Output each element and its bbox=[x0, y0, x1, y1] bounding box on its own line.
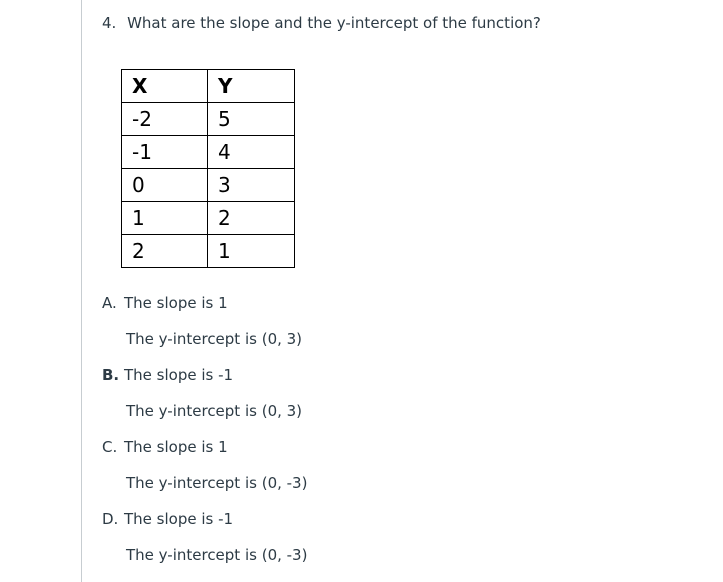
choice-c[interactable] bbox=[102, 437, 228, 457]
cell-y: 1 bbox=[208, 235, 295, 268]
header-x: X bbox=[122, 70, 208, 103]
table-row bbox=[122, 202, 295, 235]
table-row bbox=[122, 169, 295, 202]
table-row bbox=[122, 136, 295, 169]
choice-c-letter: C. bbox=[102, 438, 118, 456]
choice-b-slope: The slope is -1 bbox=[124, 366, 234, 384]
cell-x: -1 bbox=[122, 136, 208, 169]
choice-a-intercept: The y-intercept is (0, 3) bbox=[126, 330, 303, 348]
cell-x: -2 bbox=[122, 103, 208, 136]
left-border-line bbox=[81, 0, 82, 582]
table-row bbox=[122, 235, 295, 268]
cell-x: 0 bbox=[122, 169, 208, 202]
choice-d[interactable] bbox=[102, 509, 233, 529]
cell-x: 1 bbox=[122, 202, 208, 235]
table-header-row bbox=[122, 70, 295, 103]
question-prompt bbox=[102, 13, 541, 33]
cell-x: 2 bbox=[122, 235, 208, 268]
choice-b-letter: B. bbox=[102, 366, 120, 384]
choice-d-intercept: The y-intercept is (0, -3) bbox=[126, 546, 308, 564]
choice-b[interactable] bbox=[102, 365, 233, 385]
question-text: What are the slope and the y-intercept of the function? bbox=[127, 14, 541, 32]
cell-y: 2 bbox=[208, 202, 295, 235]
table-row bbox=[122, 103, 295, 136]
choice-d-letter: D. bbox=[102, 510, 119, 528]
choice-b-intercept: The y-intercept is (0, 3) bbox=[126, 402, 303, 420]
cell-y: 3 bbox=[208, 169, 295, 202]
cell-y: 4 bbox=[208, 136, 295, 169]
choice-c-slope: The slope is 1 bbox=[124, 438, 228, 456]
header-y: Y bbox=[208, 70, 295, 103]
choice-a-slope: The slope is 1 bbox=[124, 294, 228, 312]
choice-a[interactable] bbox=[102, 293, 228, 313]
choice-a-letter: A. bbox=[102, 294, 117, 312]
cell-y: 5 bbox=[208, 103, 295, 136]
xy-value-table bbox=[121, 69, 295, 268]
choice-d-slope: The slope is -1 bbox=[124, 510, 234, 528]
question-number: 4. bbox=[102, 14, 117, 32]
choice-c-intercept: The y-intercept is (0, -3) bbox=[126, 474, 308, 492]
